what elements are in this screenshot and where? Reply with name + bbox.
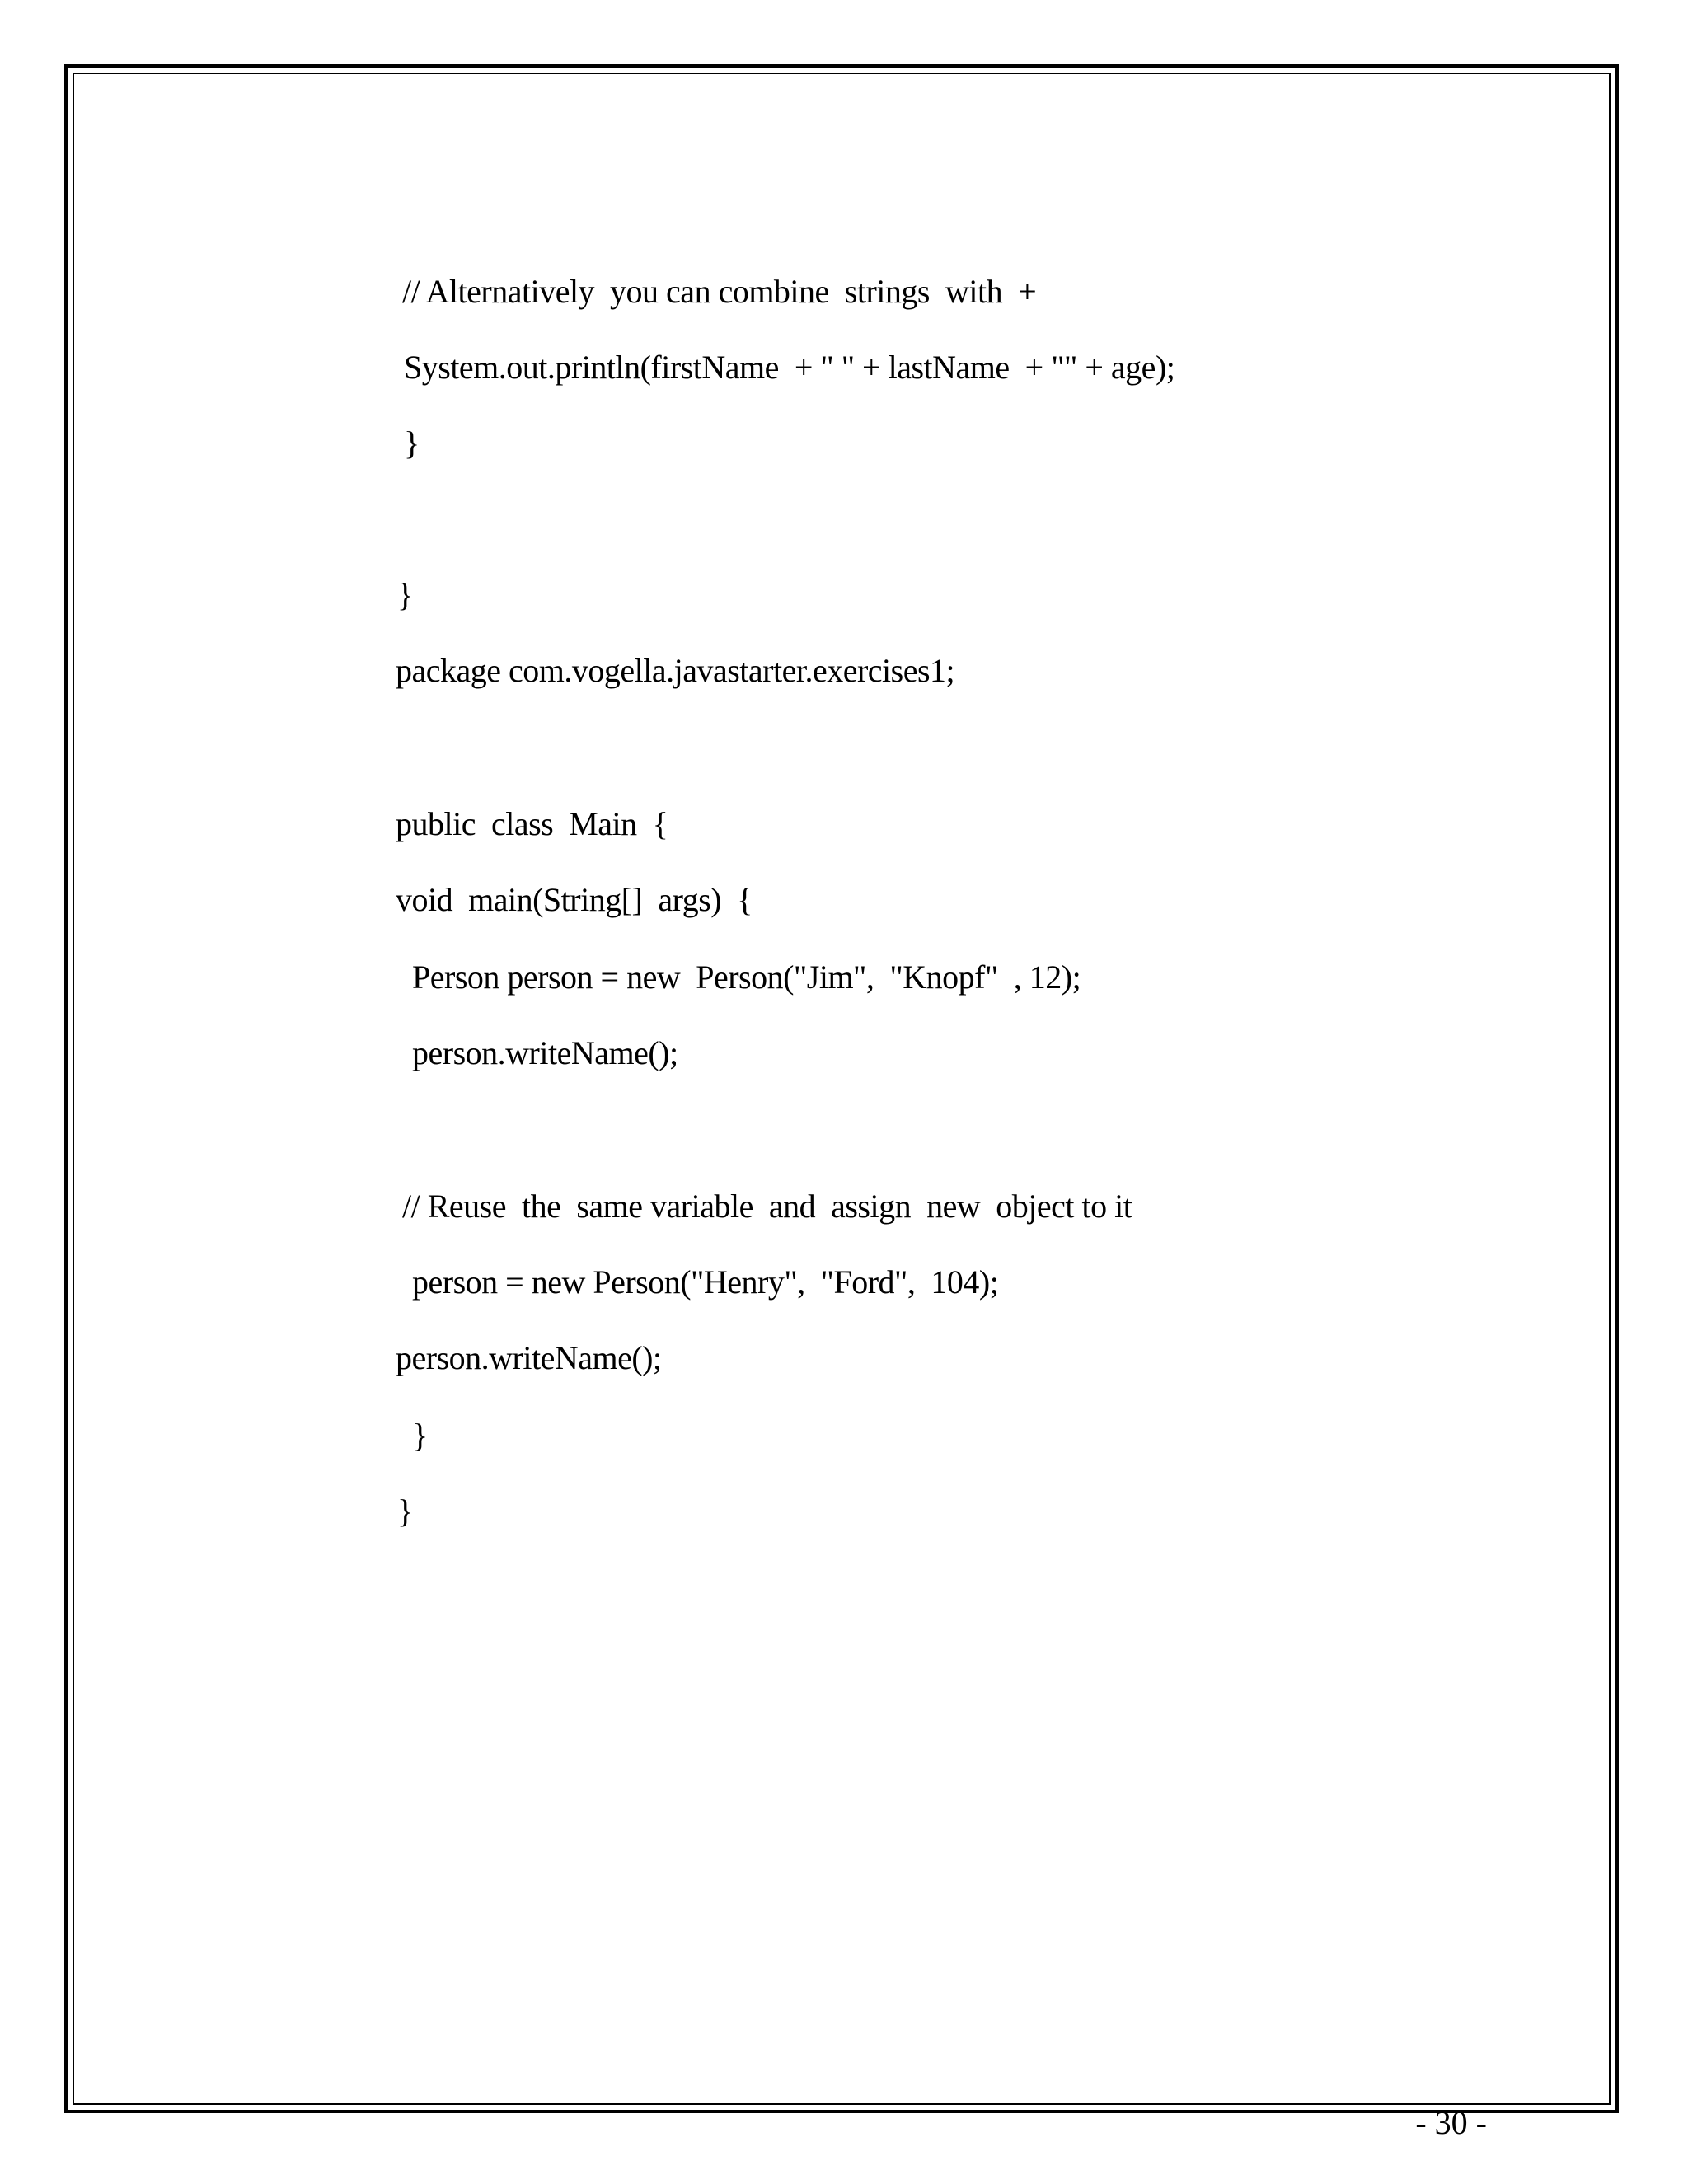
code-closing-brace-main-class: }	[397, 1493, 413, 1530]
code-comment-alternatively: // Alternatively you can combine strings with +	[402, 273, 1037, 310]
code-person-new-henry: person = new Person("Henry", "Ford", 104);	[412, 1263, 999, 1301]
code-closing-brace-class: }	[397, 576, 413, 613]
code-println-statement: System.out.println(firstName + " " + lastName + "" + age);	[404, 349, 1175, 386]
code-main-method: void main(String[] args) {	[396, 881, 753, 918]
code-class-declaration: public class Main {	[396, 805, 668, 842]
code-writename-call-1: person.writeName();	[412, 1034, 678, 1071]
code-writename-call-2: person.writeName();	[396, 1339, 662, 1376]
code-comment-reuse: // Reuse the same variable and assign new object to it	[402, 1188, 1132, 1225]
code-closing-brace-main: }	[412, 1417, 428, 1454]
code-closing-brace-method: }	[404, 424, 420, 462]
code-package-declaration: package com.vogella.javastarter.exercises1;	[396, 652, 955, 689]
code-person-new-jim: Person person = new Person("Jim", "Knopf" , 12);	[412, 958, 1081, 996]
page-number: - 30 -	[1415, 2104, 1487, 2141]
